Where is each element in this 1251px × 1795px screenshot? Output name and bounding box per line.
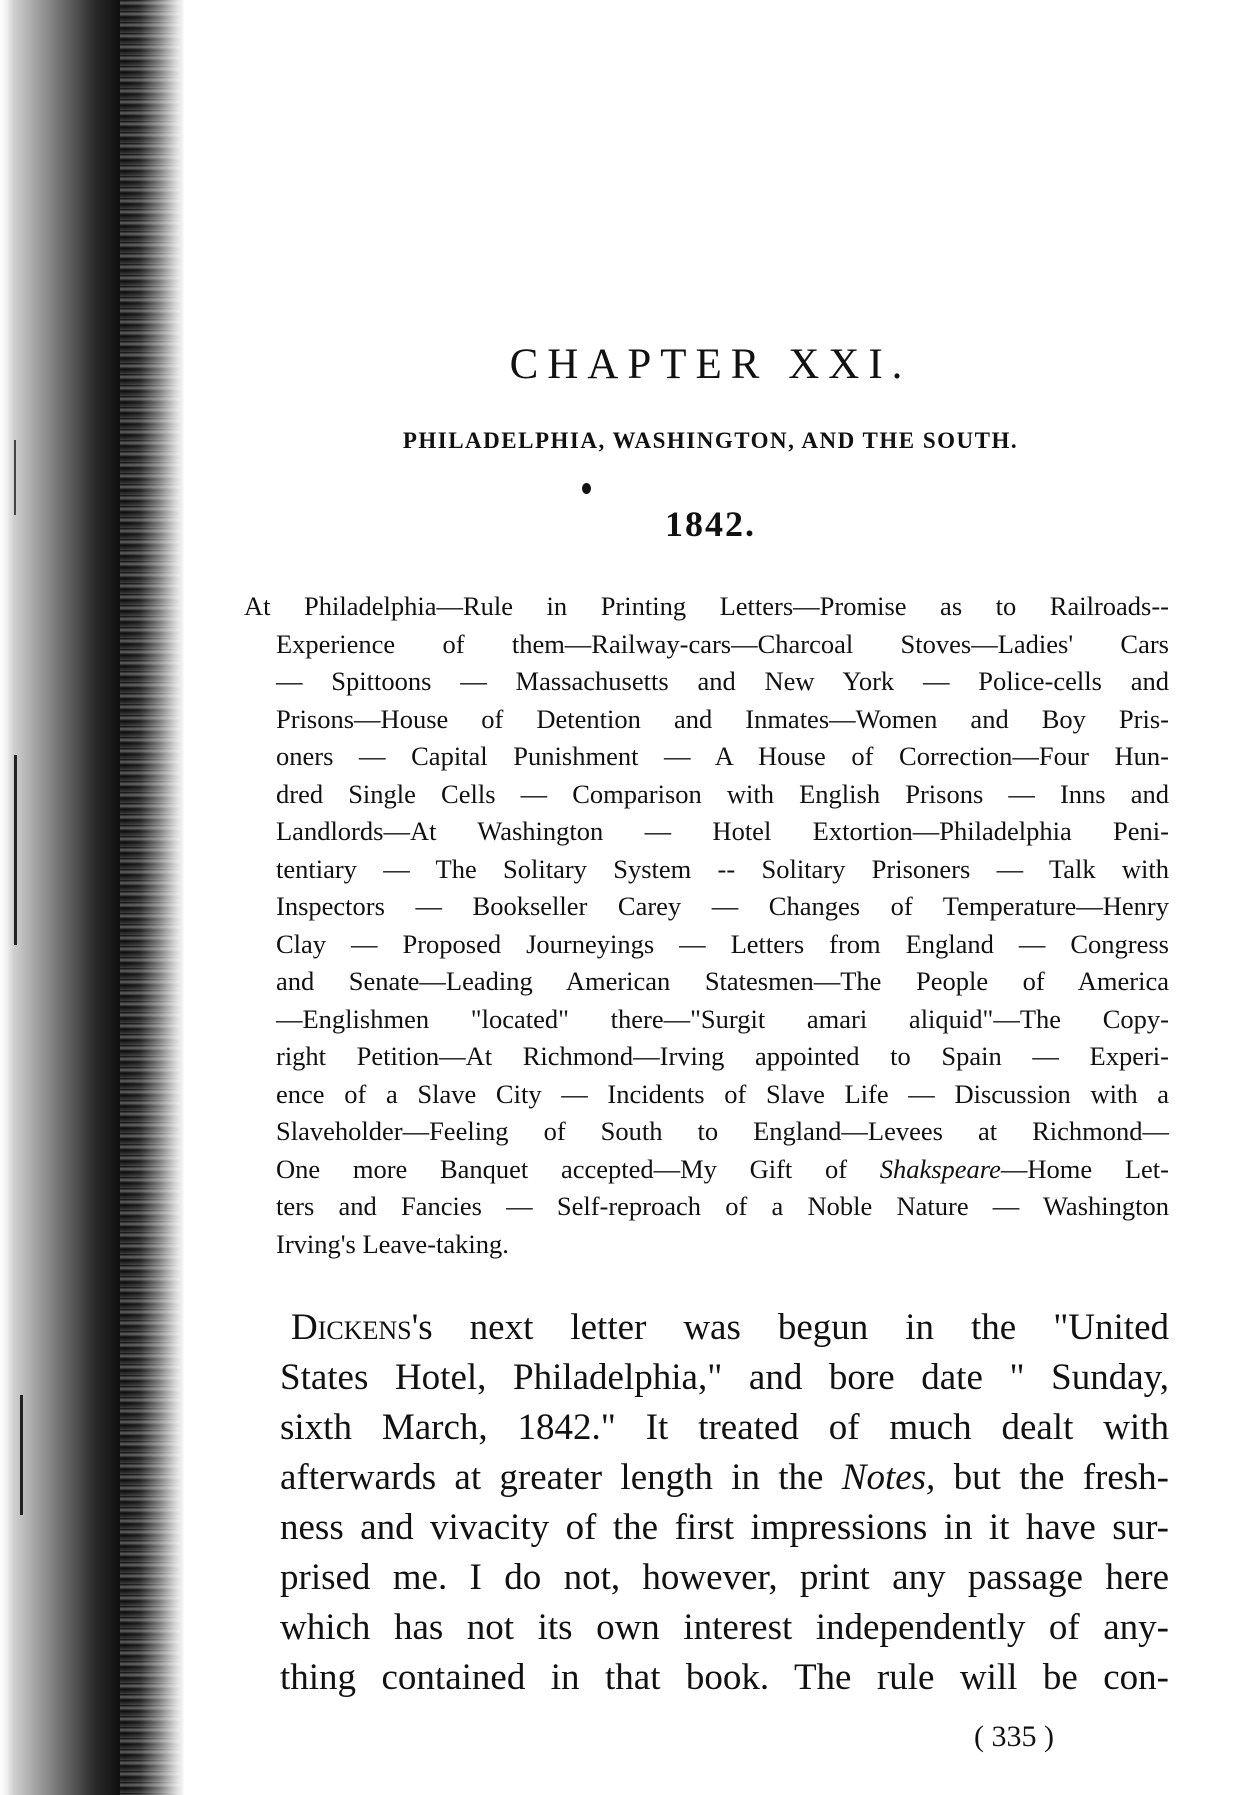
page-number: ( 335 ) — [974, 1720, 1054, 1753]
synopsis-line: right Petition—At Richmond—Irving appointed to Spain — Experi- — [276, 1041, 1169, 1071]
synopsis-line: At Philadelphia—Rule in Printing Letters—Promise as to Railroads-- — [244, 591, 1169, 621]
body-paragraph — [280, 1303, 1169, 1703]
synopsis-italic-title: Shakspeare — [879, 1153, 1001, 1184]
synopsis-line — [244, 1151, 1169, 1189]
synopsis-line: Experience of them—Railway-cars—Charcoal Stoves—Ladies' Cars — [276, 628, 1169, 659]
body-line: prised me. I do not, however, print any passage here — [280, 1557, 1169, 1598]
synopsis-line: ence of a Slave City — Incidents of Slave Life — Discussion with a — [276, 1078, 1169, 1109]
synopsis-text: One more Banquet accepted—My Gift of — [276, 1153, 880, 1184]
body-line: States Hotel, Philadelphia," and bore date " Sunday, — [280, 1357, 1169, 1398]
body-text: 's next letter was begun in the "United — [411, 1307, 1169, 1348]
ink-speck — [582, 483, 591, 494]
author-name: Dickens — [291, 1307, 412, 1348]
synopsis-line: Prisons—House of Detention and Inmates—Women and Boy Pris- — [276, 703, 1169, 734]
synopsis-line: Irving's Leave-taking. — [276, 1228, 509, 1259]
body-line — [280, 1453, 1169, 1503]
synopsis-line: Landlords—At Washington — Hotel Extortion—Philadelphia Peni- — [276, 816, 1169, 846]
synopsis-line: tentiary — The Solitary System -- Solitary Prisoners — Talk with — [276, 853, 1169, 884]
body-text: but the fresh- — [935, 1457, 1169, 1498]
body-line: ness and vivacity of the first impressions in it have sur- — [280, 1507, 1169, 1548]
synopsis-line: and Senate—Leading American Statesmen—The People of America — [276, 966, 1169, 996]
synopsis-line: dred Single Cells — Comparison with English Prisons — Inns and — [276, 778, 1169, 809]
synopsis-line: Inspectors — Bookseller Carey — Changes of Temperature—Henry — [276, 891, 1169, 921]
body-line: which has not its own interest independently of any- — [280, 1607, 1169, 1648]
synopsis-line: ters and Fancies — Self-reproach of a Noble Nature — Washington — [276, 1191, 1169, 1221]
body-text: afterwards at greater length in the — [280, 1457, 842, 1498]
body-line: sixth March, 1842." It treated of much dealt with — [280, 1407, 1169, 1448]
body-line — [280, 1303, 1169, 1353]
synopsis-line: Clay — Proposed Journeyings — Letters from England — Congress — [276, 928, 1169, 959]
chapter-year: 1842. — [665, 504, 756, 544]
synopsis-text: —Home Let- — [1000, 1153, 1169, 1184]
gutter-mark — [14, 755, 17, 945]
body-line: thing contained in that book. The rule will be con- — [280, 1657, 1169, 1698]
synopsis-line: oners — Capital Punishment — A House of Correction—Four Hun- — [276, 741, 1169, 771]
book-title-italic: Notes, — [841, 1457, 936, 1498]
page-gutter-texture — [120, 0, 180, 1795]
synopsis-line: — Spittoons — Massachusetts and New York — Police-cells and — [276, 666, 1169, 696]
synopsis-line: Slaveholder—Feeling of South to England—Levees at Richmond— — [276, 1116, 1169, 1146]
chapter-synopsis — [244, 588, 1169, 1263]
gutter-mark — [20, 1395, 23, 1515]
chapter-subtitle: PHILADELPHIA, WASHINGTON, AND THE SOUTH. — [402, 428, 1019, 453]
synopsis-line: —Englishmen "located" there—"Surgit amari aliquid"—The Copy- — [276, 1003, 1169, 1034]
chapter-title: CHAPTER XXI. — [509, 341, 912, 388]
